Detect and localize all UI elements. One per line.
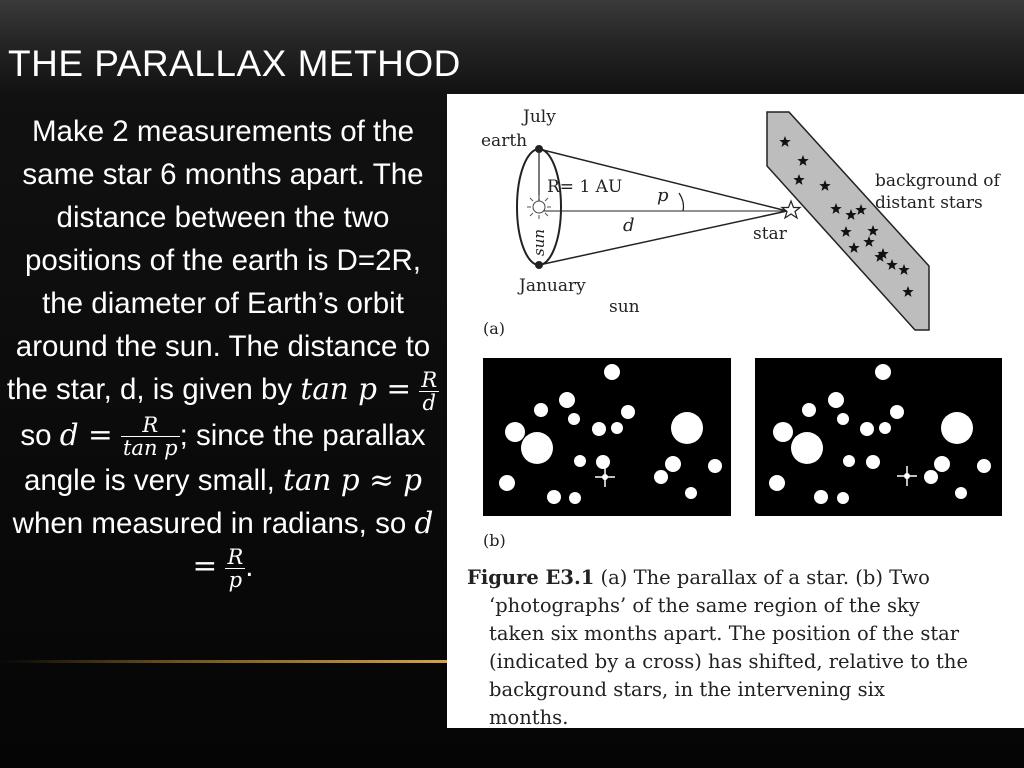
photo-star-dot bbox=[569, 492, 581, 504]
photo-star-dot bbox=[559, 392, 575, 408]
photo-star-dot bbox=[574, 455, 586, 467]
panel-b-label: (b) bbox=[483, 531, 506, 550]
caption-line-1 bbox=[467, 564, 1012, 592]
fraction-r-over-d bbox=[419, 369, 439, 414]
photo-star-dot bbox=[596, 455, 610, 469]
photo-star-dot bbox=[568, 413, 580, 425]
label-sun: sun bbox=[609, 297, 640, 317]
panel-a-label: (a) bbox=[483, 319, 506, 338]
diagram-a bbox=[481, 107, 1002, 338]
fraction-r-over-tanp bbox=[121, 414, 180, 459]
photo-star-dot bbox=[828, 392, 844, 408]
caption-line-6: months. bbox=[489, 706, 569, 729]
equation-tan-p: tan p = bbox=[300, 372, 412, 406]
photo-star-dot bbox=[773, 422, 793, 442]
photo-star-dot bbox=[837, 492, 849, 504]
photo-star-dot bbox=[802, 403, 816, 417]
photo-star-dot bbox=[547, 490, 561, 504]
photo-star-dot bbox=[941, 412, 973, 444]
photo-star-dot bbox=[534, 403, 548, 417]
body-text-part1: Make 2 measurements of the same star 6 months apart. The distance between the two positions of the earth is D=2R, the diameter of Earth’s orbit around the sun. The distance to the star, d, is given by bbox=[6, 115, 431, 406]
photo-star-dot bbox=[685, 487, 697, 499]
equation-d: d = bbox=[59, 417, 113, 452]
photo-star-dot bbox=[866, 455, 880, 469]
sightline-january bbox=[539, 211, 787, 265]
photo-star-dot bbox=[604, 364, 620, 380]
photo-star-dot bbox=[499, 475, 515, 491]
photo-star-dot bbox=[934, 456, 950, 472]
caption-text-1: (a) The parallax of a star. (b) Two bbox=[594, 566, 930, 589]
caption-line-5: background stars, in the intervening six bbox=[489, 678, 885, 701]
label-background-2: distant stars bbox=[875, 193, 983, 213]
fraction-numerator: R bbox=[227, 545, 244, 570]
label-radius: R= 1 AU bbox=[547, 177, 623, 197]
photo-star-dot bbox=[611, 422, 623, 434]
fraction-numerator: R bbox=[421, 367, 438, 392]
label-earth: earth bbox=[481, 131, 528, 151]
photo-star-dot bbox=[875, 364, 891, 380]
photo-star-dot bbox=[621, 405, 635, 419]
fraction-denominator: tan p bbox=[122, 436, 178, 461]
figure-image bbox=[447, 94, 1024, 728]
label-background: background of bbox=[875, 171, 1000, 191]
photo-star-dot bbox=[769, 475, 785, 491]
target-star-dot bbox=[602, 474, 608, 480]
target-star-icon bbox=[782, 201, 800, 218]
background-stars-band bbox=[767, 112, 929, 330]
body-text-period: . bbox=[245, 550, 254, 584]
photo-star-dot bbox=[814, 490, 828, 504]
label-p: p bbox=[657, 185, 669, 206]
photo-star-dot bbox=[977, 459, 991, 473]
caption-line-2: ‘photographs’ of the same region of the sky bbox=[489, 594, 920, 617]
label-july: July bbox=[523, 107, 556, 127]
photo-star-dot bbox=[665, 456, 681, 472]
photo-star-dot bbox=[837, 413, 849, 425]
photo-star-dot bbox=[592, 422, 606, 436]
caption-figure-number: Figure E3.1 bbox=[467, 566, 595, 589]
photo-star-dot bbox=[708, 459, 722, 473]
photo-star-dot bbox=[879, 422, 891, 434]
photo-star-dot bbox=[671, 412, 703, 444]
label-sun-vertical: sun bbox=[530, 228, 548, 256]
slide-body-text bbox=[6, 110, 440, 591]
label-january: January bbox=[519, 276, 586, 296]
body-text-part3: when measured in radians, so bbox=[12, 507, 407, 541]
slide-title: THE PARALLAX METHOD bbox=[8, 43, 461, 84]
fraction-r-over-p bbox=[225, 546, 245, 591]
fraction-denominator: p bbox=[228, 568, 243, 593]
figure-caption bbox=[467, 564, 1012, 732]
equation-tanp-approx: tan p ≈ p bbox=[282, 463, 423, 498]
fraction-denominator: d bbox=[422, 390, 436, 415]
photo-star-dot bbox=[505, 422, 525, 442]
photo-star-dot bbox=[791, 432, 823, 464]
body-text-part2: ; since the parallax angle is very small, bbox=[23, 418, 426, 498]
photo-star-dot bbox=[860, 422, 874, 436]
photo-star-dot bbox=[521, 432, 553, 464]
label-d: d bbox=[623, 215, 635, 236]
photo-star-dot bbox=[955, 487, 967, 499]
parallax-angle-arc bbox=[679, 193, 684, 211]
caption-line-3: taken six months apart. The position of the star bbox=[489, 622, 960, 645]
photo-star-dot bbox=[843, 455, 855, 467]
photo-star-dot bbox=[654, 470, 668, 484]
caption-line-4: (indicated by a cross) has shifted, relative to the bbox=[489, 650, 968, 673]
accent-divider bbox=[0, 660, 450, 663]
body-text-so: so bbox=[20, 418, 52, 452]
photo-star-dot bbox=[924, 470, 938, 484]
label-star: star bbox=[753, 224, 787, 244]
fraction-numerator: R bbox=[121, 414, 180, 437]
photo-left bbox=[483, 358, 731, 516]
target-star-dot bbox=[904, 473, 910, 479]
equation-d-final: d = bbox=[192, 506, 434, 584]
sun-icon bbox=[527, 195, 551, 219]
photo-star-dot bbox=[890, 405, 904, 419]
photo-right bbox=[755, 358, 1002, 516]
